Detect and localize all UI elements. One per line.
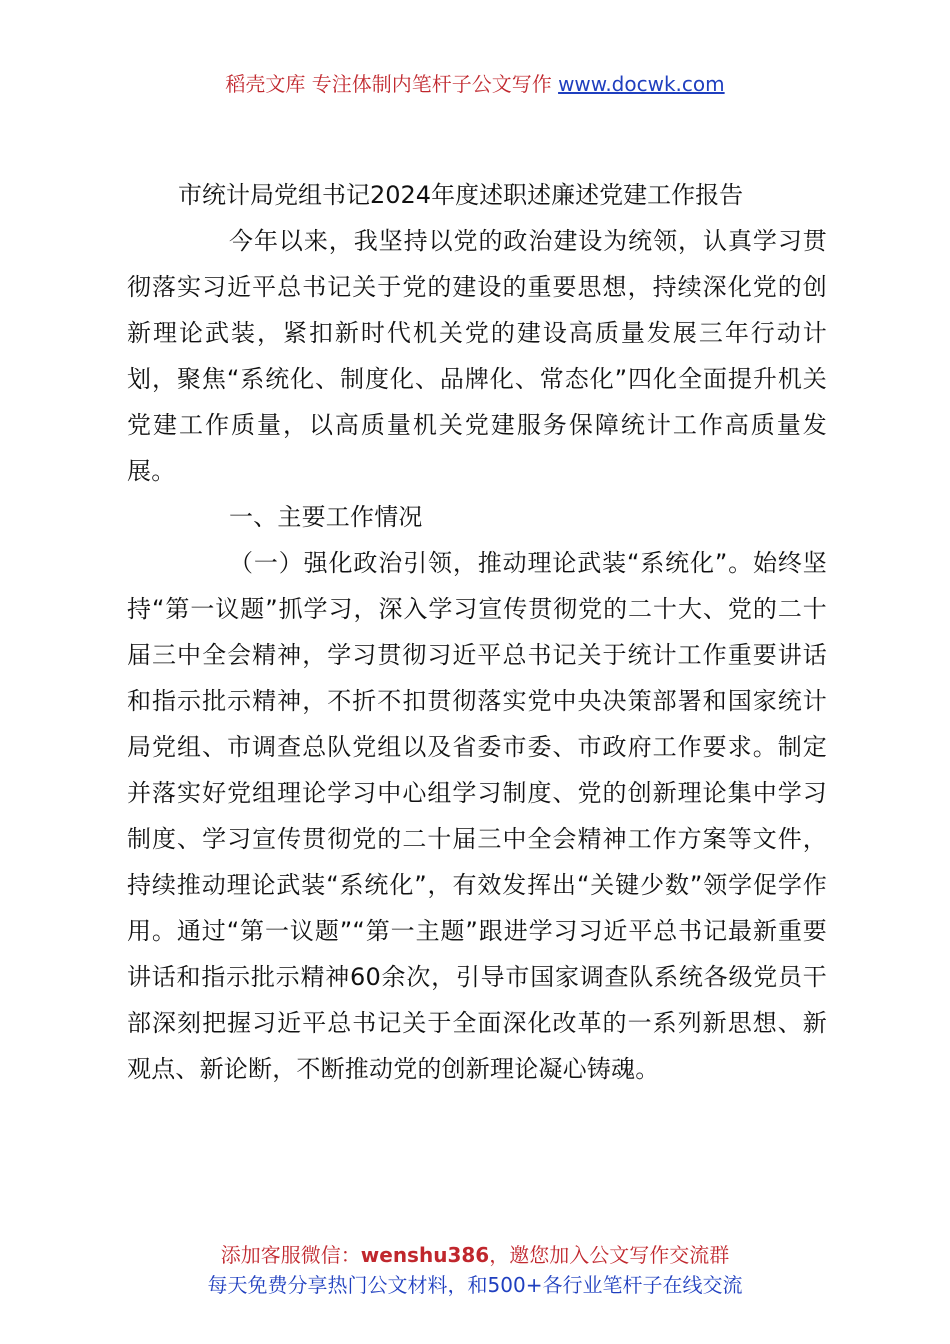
footer-wechat-line	[0, 1240, 950, 1270]
header-brand-text: 稻壳文库 专注体制内笔杆子公文写作	[225, 72, 552, 96]
promo-footer	[0, 1240, 950, 1300]
footer-share-line: 每天免费分享热门公文材料，和500+各行业笔杆子在线交流	[207, 1273, 743, 1297]
section-heading: 一、主要工作情况	[229, 503, 423, 531]
document-body	[127, 172, 827, 1092]
header-site-link[interactable]: www.docwk.com	[558, 72, 725, 96]
subsection-paragraph: （一）强化政治引领，推动理论武装“系统化”。始终坚持“第一议题”抓学习，深入学习宣传贯彻党的二十大、党的二十届三中全会精神，学习贯彻习近平总书记关于统计工作重要讲话和指示批示精神，不折不扣贯彻落实党中央决策部署和国家统计局党组、市调查总队党组以及省委市委、市政府工作要求。制定并落实好党组理论学习中心组学习制度、党的创新理论集中学习制度、学习宣传贯彻党的二十届三中全会精神工作方案等文件，持续推动理论武装“系统化”，有效发挥出“关键少数”领学促学作用。通过“第一议题”“第一主题”跟进学习习近平总书记最新重要讲话和指示批示精神60余次，引导市国家调查队系统各级党员干部深刻把握习近平总书记关于全面深化改革的一系列新思想、新观点、新论断，不断推动党的创新理论凝心铸魂。	[127, 549, 827, 1083]
footer-wechat-id: wenshu386	[360, 1243, 490, 1267]
footer-wechat-suffix: ，邀您加入公文写作交流群	[489, 1243, 730, 1267]
intro-paragraph: 今年以来，我坚持以党的政治建设为统领，认真学习贯彻落实习近平总书记关于党的建设的重要思想，持续深化党的创新理论武装，紧扣新时代机关党的建设高质量发展三年行动计划，聚焦“系统化、制度化、品牌化、常态化”四化全面提升机关党建工作质量，以高质量机关党建服务保障统计工作高质量发展。	[127, 227, 827, 485]
footer-wechat-prefix: 添加客服微信：	[220, 1243, 361, 1267]
document-title: 市统计局党组书记2024年度述职述廉述党建工作报告	[178, 181, 744, 209]
watermark-header	[0, 70, 950, 98]
